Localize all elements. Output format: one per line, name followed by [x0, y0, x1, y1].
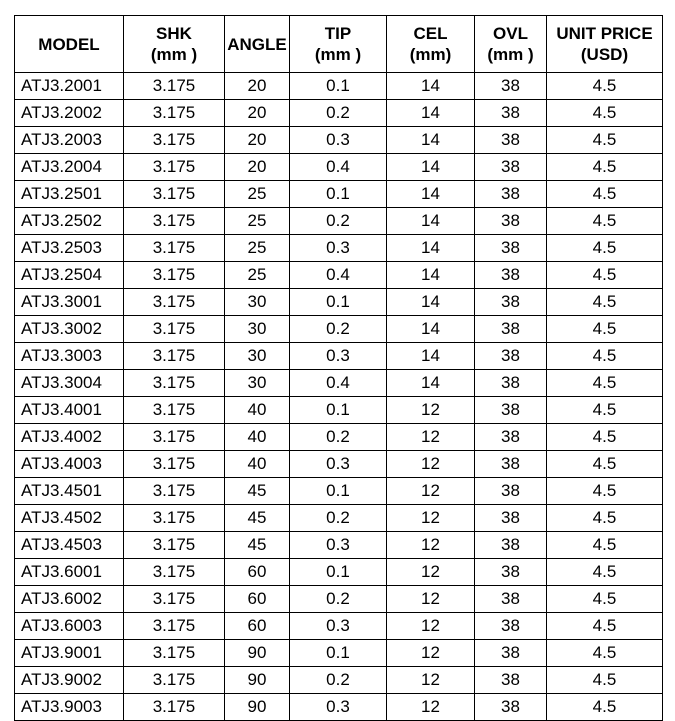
tip-cell: 0.2: [290, 505, 387, 532]
shk-cell: 3.175: [124, 100, 225, 127]
model-cell: ATJ3.2003: [15, 127, 124, 154]
model-cell: ATJ3.4503: [15, 532, 124, 559]
shk-cell: 3.175: [124, 154, 225, 181]
model-cell: ATJ3.4001: [15, 397, 124, 424]
cel-cell: 14: [387, 100, 475, 127]
cel-cell: 14: [387, 235, 475, 262]
shk-cell: 3.175: [124, 586, 225, 613]
price-cell: 4.5: [547, 289, 663, 316]
table-row: [15, 397, 663, 424]
ovl-cell: 38: [475, 235, 547, 262]
model-cell: ATJ3.2502: [15, 208, 124, 235]
ovl-cell: 38: [475, 586, 547, 613]
table-row: [15, 370, 663, 397]
ovl-cell: 38: [475, 127, 547, 154]
table-row: [15, 343, 663, 370]
column-header-shk: [124, 16, 225, 73]
tip-cell: 0.4: [290, 262, 387, 289]
ovl-cell: 38: [475, 100, 547, 127]
cel-cell: 12: [387, 397, 475, 424]
cel-cell: 12: [387, 694, 475, 721]
shk-cell: 3.175: [124, 694, 225, 721]
column-header-price-line: UNIT PRICE: [556, 24, 653, 43]
price-cell: 4.5: [547, 397, 663, 424]
price-cell: 4.5: [547, 586, 663, 613]
price-cell: 4.5: [547, 154, 663, 181]
table-row: [15, 154, 663, 181]
product-spec-table: [14, 15, 663, 721]
price-cell: 4.5: [547, 100, 663, 127]
angle-cell: 40: [225, 397, 290, 424]
shk-cell: 3.175: [124, 613, 225, 640]
column-header-tip-line: (mm ): [314, 45, 362, 64]
tip-cell: 0.3: [290, 532, 387, 559]
table-row: [15, 262, 663, 289]
table-row: [15, 127, 663, 154]
column-header-ovl: [475, 16, 547, 73]
ovl-cell: 38: [475, 640, 547, 667]
price-cell: 4.5: [547, 424, 663, 451]
angle-cell: 40: [225, 424, 290, 451]
column-header-angle: [225, 16, 290, 73]
model-cell: ATJ3.9003: [15, 694, 124, 721]
tip-cell: 0.1: [290, 73, 387, 100]
column-header-ovl-line: (mm ): [487, 45, 534, 64]
angle-cell: 20: [225, 127, 290, 154]
ovl-cell: 38: [475, 667, 547, 694]
angle-cell: 45: [225, 478, 290, 505]
angle-cell: 60: [225, 613, 290, 640]
ovl-cell: 38: [475, 613, 547, 640]
price-cell: 4.5: [547, 181, 663, 208]
column-header-cel: [387, 16, 475, 73]
price-cell: 4.5: [547, 262, 663, 289]
angle-cell: 45: [225, 532, 290, 559]
model-cell: ATJ3.6003: [15, 613, 124, 640]
shk-cell: 3.175: [124, 316, 225, 343]
price-cell: 4.5: [547, 613, 663, 640]
column-header-price-line: (USD): [580, 45, 629, 64]
tip-cell: 0.1: [290, 181, 387, 208]
tip-cell: 0.1: [290, 559, 387, 586]
model-cell: ATJ3.2001: [15, 73, 124, 100]
shk-cell: 3.175: [124, 262, 225, 289]
cel-cell: 14: [387, 73, 475, 100]
cel-cell: 12: [387, 613, 475, 640]
model-cell: ATJ3.2501: [15, 181, 124, 208]
cel-cell: 12: [387, 505, 475, 532]
model-cell: ATJ3.3001: [15, 289, 124, 316]
column-header-shk-line: SHK: [156, 24, 192, 43]
tip-cell: 0.1: [290, 640, 387, 667]
model-cell: ATJ3.3004: [15, 370, 124, 397]
tip-cell: 0.3: [290, 127, 387, 154]
table-header: [15, 16, 663, 73]
ovl-cell: 38: [475, 181, 547, 208]
cel-cell: 14: [387, 343, 475, 370]
ovl-cell: 38: [475, 262, 547, 289]
column-header-tip: [290, 16, 387, 73]
shk-cell: 3.175: [124, 235, 225, 262]
table-row: [15, 316, 663, 343]
angle-cell: 20: [225, 100, 290, 127]
shk-cell: 3.175: [124, 424, 225, 451]
price-cell: 4.5: [547, 559, 663, 586]
ovl-cell: 38: [475, 532, 547, 559]
model-cell: ATJ3.2002: [15, 100, 124, 127]
column-header-model-line: MODEL: [38, 34, 100, 54]
tip-cell: 0.3: [290, 343, 387, 370]
tip-cell: 0.2: [290, 586, 387, 613]
shk-cell: 3.175: [124, 667, 225, 694]
shk-cell: 3.175: [124, 73, 225, 100]
model-cell: ATJ3.9001: [15, 640, 124, 667]
ovl-cell: 38: [475, 154, 547, 181]
model-cell: ATJ3.9002: [15, 667, 124, 694]
shk-cell: 3.175: [124, 208, 225, 235]
model-cell: ATJ3.3002: [15, 316, 124, 343]
cel-cell: 12: [387, 424, 475, 451]
cel-cell: 12: [387, 478, 475, 505]
model-cell: ATJ3.4003: [15, 451, 124, 478]
table-body: [15, 73, 663, 721]
ovl-cell: 38: [475, 397, 547, 424]
tip-cell: 0.3: [290, 235, 387, 262]
price-cell: 4.5: [547, 343, 663, 370]
angle-cell: 60: [225, 586, 290, 613]
cel-cell: 12: [387, 532, 475, 559]
cel-cell: 14: [387, 208, 475, 235]
shk-cell: 3.175: [124, 397, 225, 424]
price-cell: 4.5: [547, 451, 663, 478]
table-row: [15, 694, 663, 721]
model-cell: ATJ3.6001: [15, 559, 124, 586]
table-row: [15, 73, 663, 100]
tip-cell: 0.2: [290, 100, 387, 127]
cel-cell: 14: [387, 289, 475, 316]
table-row: [15, 181, 663, 208]
angle-cell: 20: [225, 73, 290, 100]
ovl-cell: 38: [475, 73, 547, 100]
angle-cell: 30: [225, 370, 290, 397]
model-cell: ATJ3.6002: [15, 586, 124, 613]
ovl-cell: 38: [475, 289, 547, 316]
header-row: [15, 16, 663, 73]
price-cell: 4.5: [547, 505, 663, 532]
price-cell: 4.5: [547, 694, 663, 721]
shk-cell: 3.175: [124, 181, 225, 208]
ovl-cell: 38: [475, 370, 547, 397]
angle-cell: 20: [225, 154, 290, 181]
model-cell: ATJ3.4002: [15, 424, 124, 451]
tip-cell: 0.4: [290, 154, 387, 181]
price-cell: 4.5: [547, 235, 663, 262]
angle-cell: 25: [225, 235, 290, 262]
ovl-cell: 38: [475, 694, 547, 721]
cel-cell: 14: [387, 370, 475, 397]
price-cell: 4.5: [547, 208, 663, 235]
column-header-shk-line: (mm ): [150, 45, 198, 64]
model-cell: ATJ3.4501: [15, 478, 124, 505]
table-row: [15, 208, 663, 235]
ovl-cell: 38: [475, 424, 547, 451]
shk-cell: 3.175: [124, 640, 225, 667]
angle-cell: 30: [225, 316, 290, 343]
angle-cell: 30: [225, 289, 290, 316]
cel-cell: 12: [387, 667, 475, 694]
ovl-cell: 38: [475, 451, 547, 478]
table-row: [15, 424, 663, 451]
price-cell: 4.5: [547, 667, 663, 694]
angle-cell: 25: [225, 181, 290, 208]
cel-cell: 14: [387, 154, 475, 181]
tip-cell: 0.2: [290, 667, 387, 694]
cel-cell: 12: [387, 586, 475, 613]
tip-cell: 0.3: [290, 613, 387, 640]
model-cell: ATJ3.2504: [15, 262, 124, 289]
ovl-cell: 38: [475, 478, 547, 505]
shk-cell: 3.175: [124, 532, 225, 559]
cel-cell: 12: [387, 640, 475, 667]
table-row: [15, 532, 663, 559]
price-cell: 4.5: [547, 316, 663, 343]
angle-cell: 25: [225, 208, 290, 235]
tip-cell: 0.3: [290, 694, 387, 721]
price-cell: 4.5: [547, 640, 663, 667]
cel-cell: 12: [387, 559, 475, 586]
column-header-cel-line: CEL: [413, 24, 448, 43]
table-row: [15, 478, 663, 505]
angle-cell: 45: [225, 505, 290, 532]
ovl-cell: 38: [475, 208, 547, 235]
shk-cell: 3.175: [124, 478, 225, 505]
table-row: [15, 235, 663, 262]
ovl-cell: 38: [475, 316, 547, 343]
column-header-ovl-line: OVL: [493, 24, 528, 43]
tip-cell: 0.2: [290, 316, 387, 343]
ovl-cell: 38: [475, 559, 547, 586]
price-cell: 4.5: [547, 370, 663, 397]
table-row: [15, 667, 663, 694]
column-header-model: [15, 16, 124, 73]
angle-cell: 25: [225, 262, 290, 289]
cel-cell: 14: [387, 316, 475, 343]
tip-cell: 0.3: [290, 451, 387, 478]
price-cell: 4.5: [547, 478, 663, 505]
column-header-cel-line: (mm): [409, 45, 452, 64]
tip-cell: 0.4: [290, 370, 387, 397]
column-header-tip-line: TIP: [324, 24, 352, 43]
shk-cell: 3.175: [124, 505, 225, 532]
table-row: [15, 559, 663, 586]
price-cell: 4.5: [547, 127, 663, 154]
price-cell: 4.5: [547, 532, 663, 559]
shk-cell: 3.175: [124, 370, 225, 397]
shk-cell: 3.175: [124, 127, 225, 154]
ovl-cell: 38: [475, 343, 547, 370]
angle-cell: 30: [225, 343, 290, 370]
cel-cell: 14: [387, 181, 475, 208]
tip-cell: 0.1: [290, 397, 387, 424]
table-row: [15, 505, 663, 532]
table-row: [15, 289, 663, 316]
model-cell: ATJ3.4502: [15, 505, 124, 532]
tip-cell: 0.2: [290, 208, 387, 235]
table-row: [15, 586, 663, 613]
column-header-angle-line: ANGLE: [227, 34, 287, 54]
table-row: [15, 100, 663, 127]
model-cell: ATJ3.2503: [15, 235, 124, 262]
angle-cell: 90: [225, 667, 290, 694]
shk-cell: 3.175: [124, 451, 225, 478]
angle-cell: 40: [225, 451, 290, 478]
shk-cell: 3.175: [124, 343, 225, 370]
cel-cell: 14: [387, 127, 475, 154]
shk-cell: 3.175: [124, 289, 225, 316]
table-row: [15, 640, 663, 667]
table-row: [15, 451, 663, 478]
tip-cell: 0.1: [290, 478, 387, 505]
model-cell: ATJ3.2004: [15, 154, 124, 181]
column-header-price: [547, 16, 663, 73]
angle-cell: 90: [225, 694, 290, 721]
angle-cell: 90: [225, 640, 290, 667]
cel-cell: 12: [387, 451, 475, 478]
cel-cell: 14: [387, 262, 475, 289]
tip-cell: 0.1: [290, 289, 387, 316]
table-row: [15, 613, 663, 640]
price-cell: 4.5: [547, 73, 663, 100]
shk-cell: 3.175: [124, 559, 225, 586]
tip-cell: 0.2: [290, 424, 387, 451]
model-cell: ATJ3.3003: [15, 343, 124, 370]
angle-cell: 60: [225, 559, 290, 586]
ovl-cell: 38: [475, 505, 547, 532]
